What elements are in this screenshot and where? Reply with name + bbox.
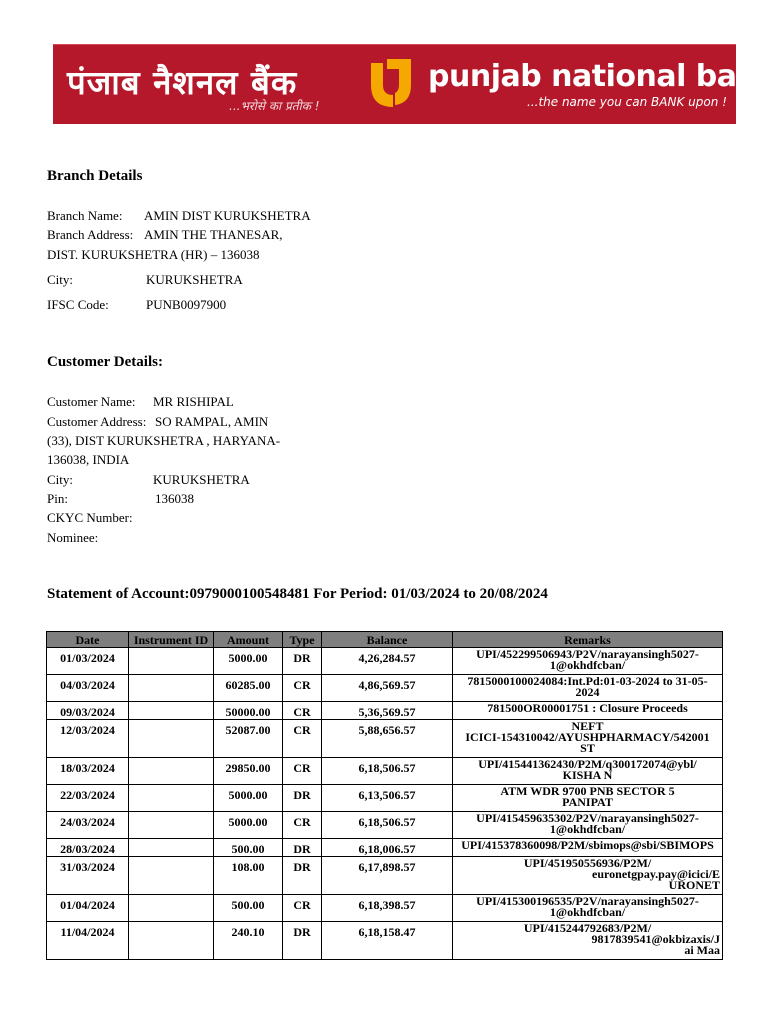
bank-hindi-tagline: ...भरोसे का प्रतीक ! bbox=[229, 99, 320, 113]
bank-english-tagline: ...the name you can BANK upon ! bbox=[527, 95, 727, 109]
branch-address-line bbox=[47, 227, 283, 243]
customer-address-line2: (33), DIST KURUKSHETRA , HARYANA- bbox=[47, 433, 281, 448]
table-row bbox=[47, 857, 723, 895]
cell-instrument bbox=[129, 720, 214, 758]
remarks-line: ST bbox=[580, 741, 595, 755]
cell-remarks bbox=[453, 702, 723, 720]
cell-type: DR bbox=[283, 648, 322, 675]
table-row bbox=[47, 812, 723, 839]
cell-balance: 6,17,898.57 bbox=[322, 857, 453, 895]
bank-english-name: punjab national bank bbox=[428, 59, 777, 94]
cell-type: CR bbox=[283, 675, 322, 702]
branch-address-label: Branch Address: bbox=[47, 227, 134, 242]
table-row bbox=[47, 720, 723, 758]
cell-date: 18/03/2024 bbox=[47, 758, 129, 785]
cell-remarks bbox=[453, 785, 723, 812]
cell-remarks bbox=[453, 812, 723, 839]
cell-amount: 52087.00 bbox=[214, 720, 283, 758]
column-header-type: Type bbox=[283, 632, 322, 648]
cell-amount: 108.00 bbox=[214, 857, 283, 895]
customer-address-value: SO RAMPAL, AMIN bbox=[155, 414, 269, 429]
remarks-line: ai Maa bbox=[684, 943, 720, 957]
cell-instrument bbox=[129, 785, 214, 812]
cell-date: 31/03/2024 bbox=[47, 857, 129, 895]
cell-instrument bbox=[129, 812, 214, 839]
statement-title: Statement of Account:0979000100548481 For Period: 01/03/2024 to 20/08/2024 bbox=[47, 586, 548, 602]
customer-pin-line bbox=[47, 491, 194, 507]
customer-nominee-line: Nominee: bbox=[47, 530, 99, 545]
cell-amount: 500.00 bbox=[214, 839, 283, 857]
cell-type: DR bbox=[283, 785, 322, 812]
cell-amount: 5000.00 bbox=[214, 785, 283, 812]
cell-date: 09/03/2024 bbox=[47, 702, 129, 720]
cell-date: 24/03/2024 bbox=[47, 812, 129, 839]
cell-balance: 6,18,158.47 bbox=[322, 922, 453, 960]
column-header-amount: Amount bbox=[214, 632, 283, 648]
cell-balance: 6,18,006.57 bbox=[322, 839, 453, 857]
branch-details-title: Branch Details bbox=[47, 168, 143, 184]
remarks-line: UPI/451950556936/P2M/ bbox=[523, 856, 652, 870]
customer-city-value: KURUKSHETRA bbox=[153, 472, 250, 487]
cell-type: DR bbox=[283, 922, 322, 960]
cell-balance: 6,13,506.57 bbox=[322, 785, 453, 812]
cell-type: DR bbox=[283, 839, 322, 857]
column-header-balance: Balance bbox=[322, 632, 453, 648]
customer-name-label: Customer Name: bbox=[47, 394, 136, 409]
cell-instrument bbox=[129, 675, 214, 702]
cell-date: 01/03/2024 bbox=[47, 648, 129, 675]
cell-instrument bbox=[129, 922, 214, 960]
branch-city-label: City: bbox=[47, 272, 74, 287]
cell-type: CR bbox=[283, 720, 322, 758]
remarks-line: euronetgpay.pay@icici/E bbox=[592, 867, 720, 881]
branch-ifsc-line bbox=[47, 297, 226, 313]
table-row bbox=[47, 839, 723, 857]
column-header-remarks: Remarks bbox=[453, 632, 723, 648]
customer-ckyc-line: CKYC Number: bbox=[47, 510, 133, 525]
cell-type: CR bbox=[283, 895, 322, 922]
branch-name-label: Branch Name: bbox=[47, 208, 123, 223]
cell-date: 28/03/2024 bbox=[47, 839, 129, 857]
remarks-line: UPI/415244792683/P2M/ bbox=[523, 921, 652, 935]
cell-balance: 4,86,569.57 bbox=[322, 675, 453, 702]
table-row bbox=[47, 702, 723, 720]
cell-type: DR bbox=[283, 857, 322, 895]
cell-amount: 60285.00 bbox=[214, 675, 283, 702]
cell-balance: 6,18,398.57 bbox=[322, 895, 453, 922]
remarks-line: ICICI-154310042/AYUSHPHARMACY/542001 bbox=[465, 730, 710, 744]
remarks-line: PANIPAT bbox=[562, 795, 613, 809]
cell-date: 12/03/2024 bbox=[47, 720, 129, 758]
cell-date: 01/04/2024 bbox=[47, 895, 129, 922]
customer-city-line bbox=[47, 472, 250, 488]
table-row bbox=[47, 922, 723, 960]
cell-amount: 50000.00 bbox=[214, 702, 283, 720]
remarks-line: UPI/415378360098/P2M/sbimops@sbi/SBIMOPS bbox=[461, 838, 714, 852]
remarks-line: NEFT bbox=[571, 719, 604, 733]
customer-details-title: Customer Details: bbox=[47, 354, 163, 370]
cell-remarks bbox=[453, 720, 723, 758]
cell-balance: 4,26,284.57 bbox=[322, 648, 453, 675]
branch-address-value: AMIN THE THANESAR, bbox=[144, 227, 283, 242]
remarks-line: 1@okhdfcban/ bbox=[549, 658, 626, 672]
remarks-line: 9817839541@okbizaxis/J bbox=[591, 932, 720, 946]
cell-remarks bbox=[453, 922, 723, 960]
cell-remarks bbox=[453, 675, 723, 702]
table-header-row bbox=[47, 632, 723, 648]
customer-pin-label: Pin: bbox=[47, 491, 68, 506]
cell-balance: 5,36,569.57 bbox=[322, 702, 453, 720]
pnb-logo-icon bbox=[365, 55, 417, 111]
remarks-line: 1@okhdfcban/ bbox=[549, 905, 626, 919]
customer-address-line bbox=[47, 414, 268, 430]
table-row bbox=[47, 895, 723, 922]
table-row bbox=[47, 648, 723, 675]
cell-amount: 240.10 bbox=[214, 922, 283, 960]
remarks-line: UPI/415441362430/P2M/q300172074@ybl/ bbox=[478, 757, 697, 771]
cell-amount: 5000.00 bbox=[214, 648, 283, 675]
table-row bbox=[47, 758, 723, 785]
cell-instrument bbox=[129, 839, 214, 857]
remarks-line: ATM WDR 9700 PNB SECTOR 5 bbox=[500, 784, 675, 798]
table-row bbox=[47, 785, 723, 812]
remarks-line: UPI/415300196535/P2V/narayansingh5027- bbox=[476, 894, 699, 908]
customer-address-label: Customer Address: bbox=[47, 414, 147, 429]
cell-amount: 500.00 bbox=[214, 895, 283, 922]
cell-instrument bbox=[129, 857, 214, 895]
bank-banner bbox=[53, 44, 777, 124]
customer-city-label: City: bbox=[47, 472, 74, 487]
transaction-table bbox=[46, 631, 723, 960]
remarks-line: UPI/415459635302/P2V/narayansingh5027- bbox=[476, 811, 699, 825]
branch-ifsc-value: PUNB0097900 bbox=[146, 297, 227, 312]
cell-type: CR bbox=[283, 702, 322, 720]
table-row bbox=[47, 675, 723, 702]
cell-balance: 5,88,656.57 bbox=[322, 720, 453, 758]
cell-type: CR bbox=[283, 758, 322, 785]
cell-remarks bbox=[453, 857, 723, 895]
customer-address-line3: 136038, INDIA bbox=[47, 452, 130, 467]
column-header-date: Date bbox=[47, 632, 129, 648]
branch-address-line2: DIST. KURUKSHETRA (HR) – 136038 bbox=[47, 247, 260, 262]
cell-date: 22/03/2024 bbox=[47, 785, 129, 812]
cell-remarks bbox=[453, 839, 723, 857]
cell-remarks bbox=[453, 648, 723, 675]
customer-pin-value: 136038 bbox=[155, 491, 194, 506]
remarks-line: 781500OR00001751 : Closure Proceeds bbox=[487, 701, 688, 715]
remarks-line: 7815000100024084:Int.Pd:01-03-2024 to 31-05- bbox=[467, 674, 708, 688]
branch-city-value: KURUKSHETRA bbox=[146, 272, 243, 287]
remarks-line: URONET bbox=[668, 878, 720, 892]
remarks-line: UPI/452299506943/P2V/narayansingh5027- bbox=[476, 647, 699, 661]
cell-instrument bbox=[129, 895, 214, 922]
cell-remarks bbox=[453, 758, 723, 785]
cell-amount: 5000.00 bbox=[214, 812, 283, 839]
cell-instrument bbox=[129, 648, 214, 675]
cell-balance: 6,18,506.57 bbox=[322, 758, 453, 785]
branch-city-line bbox=[47, 272, 243, 288]
cell-amount: 29850.00 bbox=[214, 758, 283, 785]
branch-name-line bbox=[47, 208, 311, 224]
remarks-line: KISHA N bbox=[562, 768, 613, 782]
remarks-line: 1@okhdfcban/ bbox=[549, 822, 626, 836]
bank-hindi-name: पंजाब नैशनल बैंक bbox=[67, 63, 298, 102]
cell-instrument bbox=[129, 758, 214, 785]
branch-ifsc-label: IFSC Code: bbox=[47, 297, 109, 312]
customer-name-line bbox=[47, 394, 234, 410]
cell-balance: 6,18,506.57 bbox=[322, 812, 453, 839]
customer-name-value: MR RISHIPAL bbox=[153, 394, 234, 409]
cell-date: 04/03/2024 bbox=[47, 675, 129, 702]
column-header-instrument: Instrument ID bbox=[129, 632, 214, 648]
cell-remarks bbox=[453, 895, 723, 922]
remarks-line: 2024 bbox=[575, 685, 600, 699]
branch-name-value: AMIN DIST KURUKSHETRA bbox=[144, 208, 311, 223]
cell-type: CR bbox=[283, 812, 322, 839]
cell-instrument bbox=[129, 702, 214, 720]
cell-date: 11/04/2024 bbox=[47, 922, 129, 960]
